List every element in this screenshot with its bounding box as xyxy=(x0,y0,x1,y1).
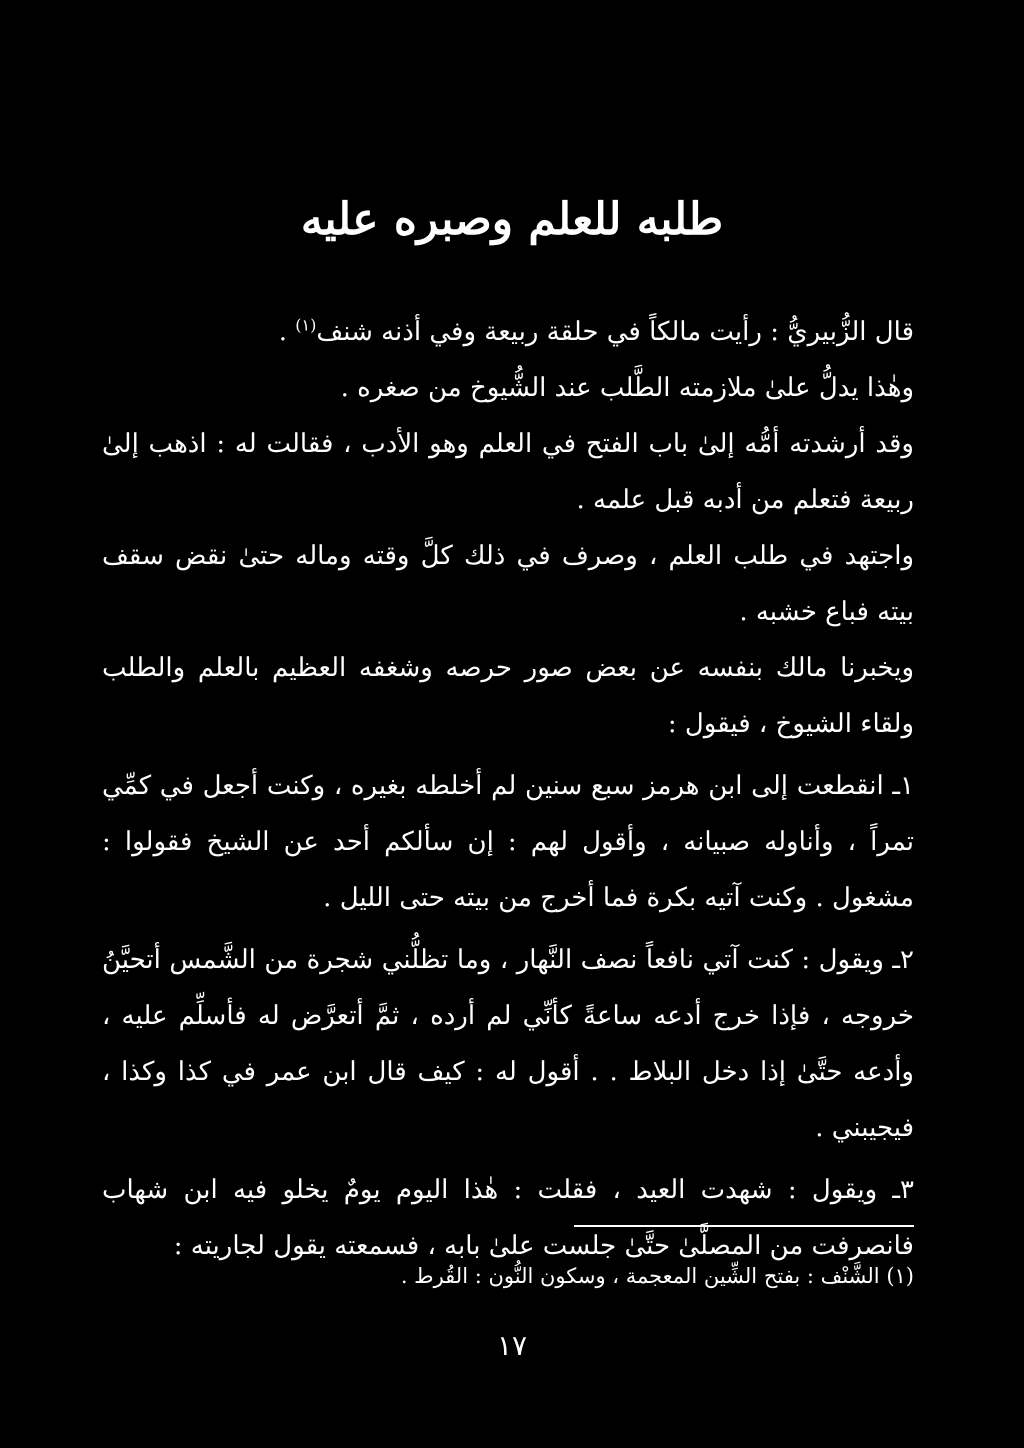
body-text xyxy=(102,304,914,1274)
paragraph-end: . xyxy=(278,317,296,347)
paragraph xyxy=(102,304,914,360)
numbered-paragraph: ٢ـ ويقول : كنت آتي نافعاً نصف النَّهار ، وما تظلُّني شجرة من الشَّمس أتحيَّنُ خروجه ، فإذا خرج أدعه ساعةً كأنِّي لم أرده ، ثمَّ أتعرَّض له فأسلِّم عليه ، وأدعه حتَّىٰ إذا دخل البلاط . . أقول له : كيف قال ابن عمر في كذا وكذا ، فيجيبني . xyxy=(102,945,914,1143)
paragraph: وقد أرشدته أمُّه إلىٰ باب الفتح في العلم وهو الأدب ، فقالت له : اذهب إلىٰ ربيعة فتعلم من أدبه قبل علمه . xyxy=(102,429,914,515)
page-number: ١٧ xyxy=(496,1329,528,1362)
paragraph-text: قال الزُّبيريُّ : رأيت مالكاً في حلقة ربيعة وفي أذنه شنف xyxy=(316,317,914,347)
paragraph: واجتهد في طلب العلم ، وصرف في ذلك كلَّ وقته وماله حتىٰ نقض سقف بيته فباع خشبه . xyxy=(102,541,914,627)
numbered-paragraph: ٣ـ ويقول : شهدت العيد ، فقلت : هٰذا اليوم يومٌ يخلو فيه ابن شهاب فانصرفت من المصلَّىٰ حتَّىٰ جلست علىٰ بابه ، فسمعته يقول لجاريته : xyxy=(102,1175,914,1261)
paragraph: وهٰذا يدلُّ علىٰ ملازمته الطَّلب عند الشُّيوخ من صغره . xyxy=(340,373,914,403)
footnote-reference: (١) xyxy=(295,315,317,335)
numbered-paragraph: ١ـ انقطعت إلى ابن هرمز سبع سنين لم أخلطه بغيره ، وكنت أجعل في كمِّي تمراً ، وأناوله صبيانه ، وأقول لهم : إن سألكم أحد عن الشيخ فقولوا : مشغول . وكنت آتيه بكرة فما أخرج من بيته حتى الليل . xyxy=(102,771,914,913)
page-title: طلبه للعلم وصبره عليه xyxy=(300,194,724,245)
footnote: (١) الشَّنْف : بفتح الشِّين المعجمة ، وسكون النُّون : القُرط . xyxy=(400,1264,914,1288)
paragraph: ويخبرنا مالك بنفسه عن بعض صور حرصه وشغفه العظيم بالعلم والطلب ولقاء الشيوخ ، فيقول : xyxy=(102,653,914,739)
footnote-divider xyxy=(574,1225,914,1227)
